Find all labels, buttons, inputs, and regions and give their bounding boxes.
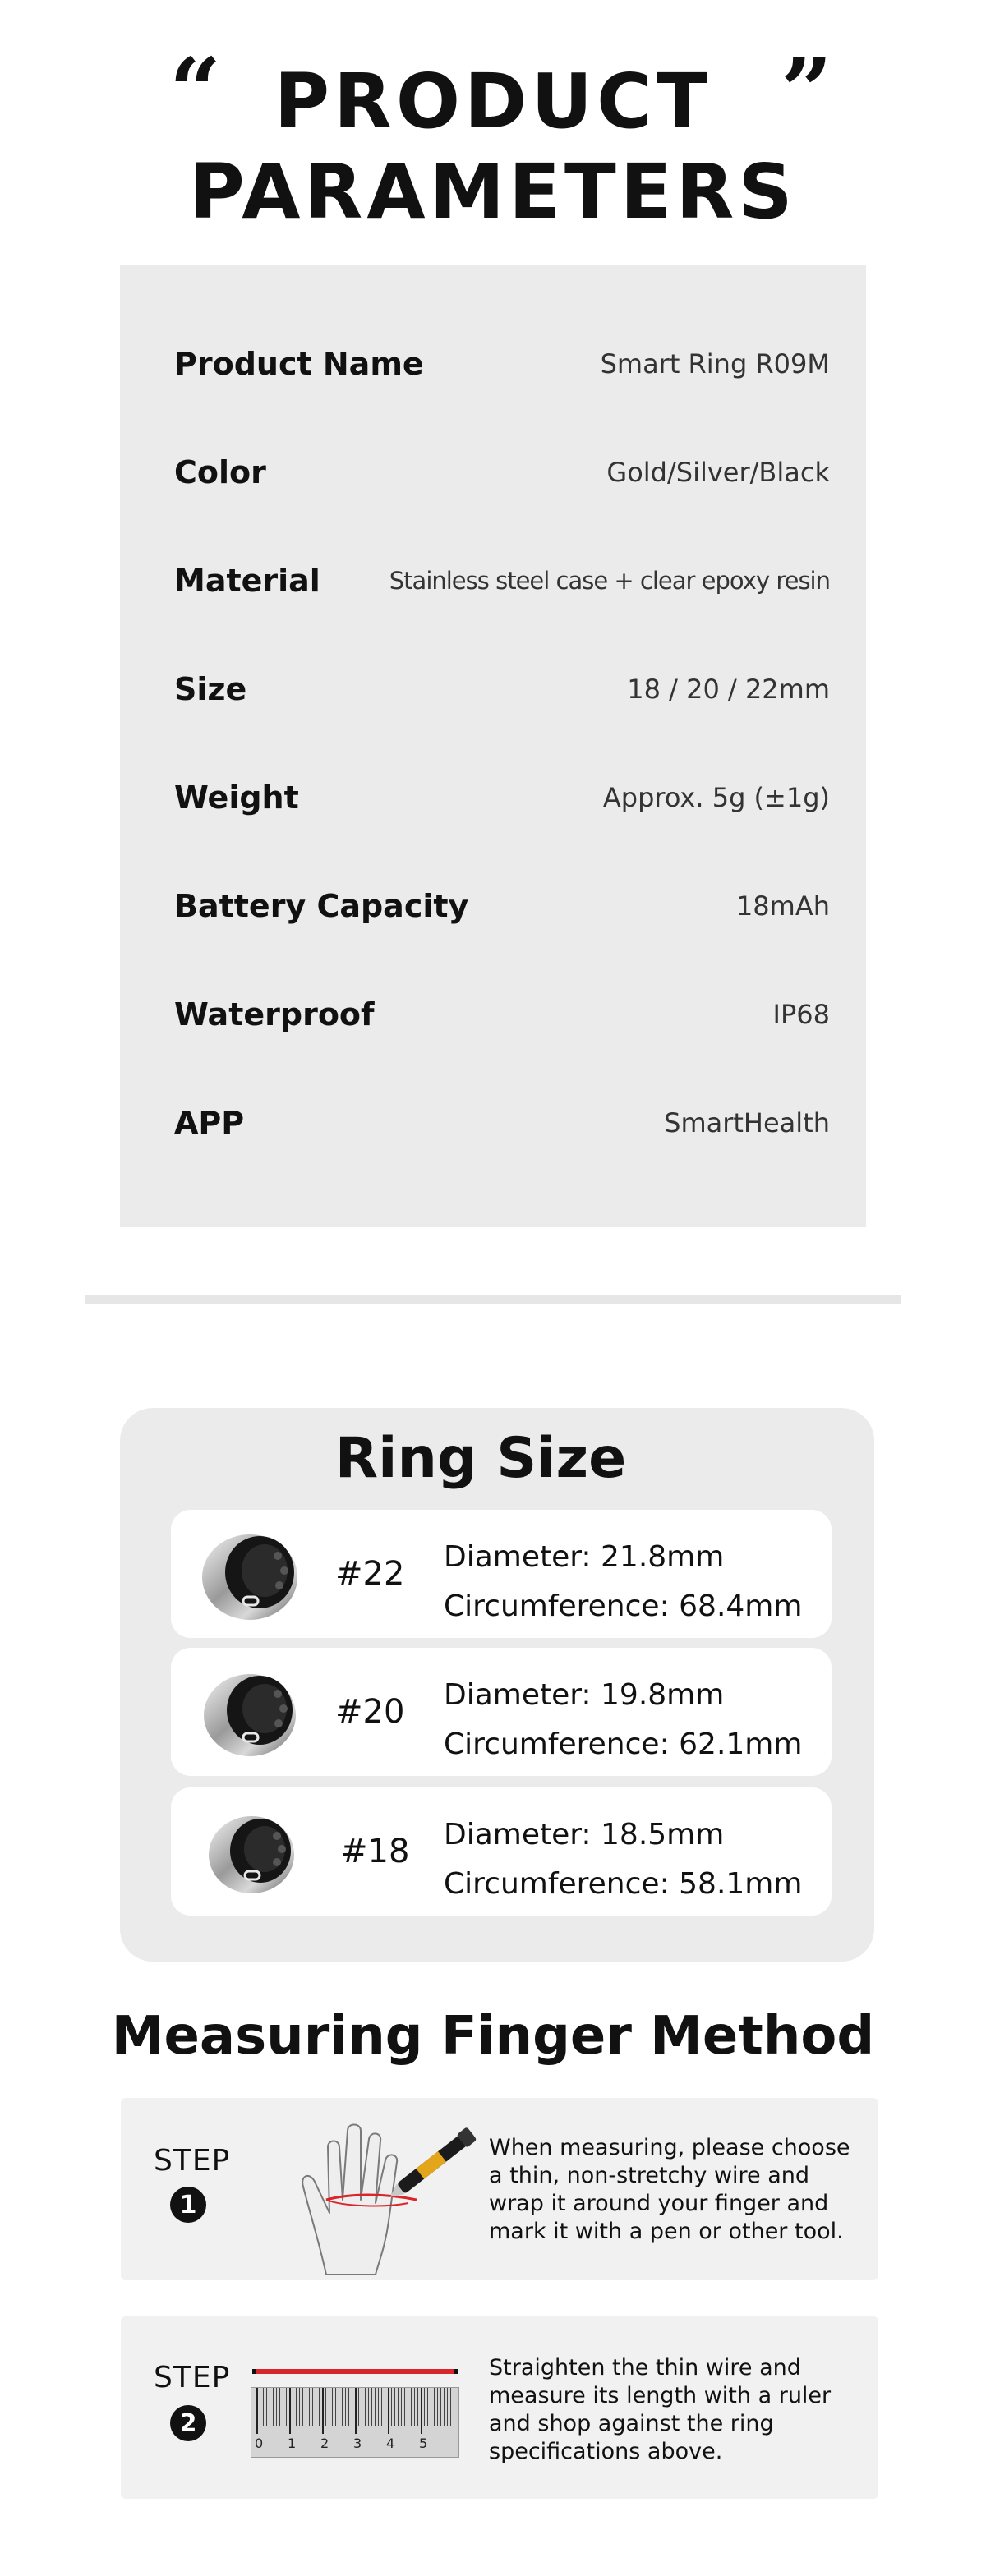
- param-row-size: [174, 665, 830, 714]
- param-value: Smart Ring R09M: [600, 348, 830, 380]
- close-quote-mark: ”: [781, 38, 833, 144]
- step-number-badge: 1: [170, 2187, 206, 2223]
- param-label: APP: [174, 1105, 245, 1141]
- param-value: Approx. 5g (±1g): [602, 782, 830, 813]
- ring-diameter: Diameter: 21.8mm: [444, 1540, 725, 1574]
- param-row-product-name: [174, 339, 830, 389]
- straightened-wire: [252, 2369, 458, 2374]
- ring-circumference: Circumference: 62.1mm: [444, 1727, 803, 1761]
- ring-size-card: [171, 1787, 832, 1916]
- ring-icon: [199, 1526, 306, 1623]
- ring-size-card: [171, 1648, 832, 1776]
- ring-size-number: #18: [340, 1833, 410, 1870]
- step-instruction-text: Straighten the thin wire and measure its length with a ruler and shop against the ring specifications above.: [489, 2355, 832, 2464]
- param-label: Battery Capacity: [174, 888, 469, 924]
- param-label: Product Name: [174, 346, 424, 382]
- param-value: 18mAh: [735, 890, 830, 922]
- param-row-battery-capacity: [174, 881, 830, 931]
- param-row-color: [174, 448, 830, 497]
- param-row-weight: [174, 773, 830, 822]
- ring-circumference: Circumference: 58.1mm: [444, 1867, 803, 1901]
- step-1-panel: [121, 2098, 878, 2280]
- param-row-waterproof: [174, 990, 830, 1039]
- param-value: IP68: [772, 999, 830, 1030]
- hand-measuring-illustration: [293, 2114, 482, 2279]
- open-quote-mark: “: [169, 38, 222, 144]
- param-label: Size: [174, 671, 247, 707]
- step-label: STEP: [154, 2144, 231, 2178]
- ring-circumference: Circumference: 68.4mm: [444, 1589, 803, 1623]
- parameters-panel: [120, 264, 866, 1227]
- ring-size-specs: [444, 1671, 802, 1769]
- param-label: Color: [174, 454, 266, 490]
- ruler: [251, 2387, 459, 2458]
- param-row-material: [174, 556, 830, 605]
- param-value: Gold/Silver/Black: [606, 457, 830, 488]
- ring-size-number: #22: [335, 1555, 405, 1593]
- ruler-numbers: 0 1 2 3 4 5: [255, 2436, 428, 2451]
- ring-size-number: #20: [335, 1693, 405, 1731]
- param-label: Waterproof: [174, 996, 375, 1033]
- ring-size-title: Ring Size: [334, 1426, 627, 1491]
- ring-icon: [199, 1804, 306, 1901]
- param-value: 18 / 20 / 22mm: [627, 674, 830, 705]
- step-label: STEP: [154, 2361, 231, 2394]
- param-label: Material: [174, 563, 320, 599]
- step-2-panel: [121, 2316, 878, 2499]
- ring-size-specs: [444, 1810, 802, 1909]
- measuring-title: Measuring Finger Method: [111, 2006, 875, 2067]
- step-number-badge: 2: [170, 2405, 206, 2441]
- ruler-major-ticks: [256, 2388, 454, 2434]
- ring-size-card: [171, 1510, 832, 1638]
- param-label: Weight: [174, 780, 299, 816]
- param-row-app: [174, 1098, 830, 1148]
- ring-icon: [199, 1664, 306, 1761]
- step-instruction-text: When measuring, please choose a thin, non-stretchy wire and wrap it around your finger and mark it with a pen or other tool.: [489, 2135, 850, 2244]
- ring-size-specs: [444, 1533, 802, 1631]
- ring-diameter: Diameter: 18.5mm: [444, 1818, 725, 1852]
- ring-diameter: Diameter: 19.8mm: [444, 1678, 725, 1712]
- param-value: SmartHealth: [664, 1107, 830, 1138]
- page-title-line-1: PRODUCT: [274, 58, 712, 145]
- section-divider: [85, 1295, 901, 1304]
- param-value: Stainless steel case + clear epoxy resin: [389, 567, 830, 595]
- page-title-line-2: PARAMETERS: [189, 148, 797, 236]
